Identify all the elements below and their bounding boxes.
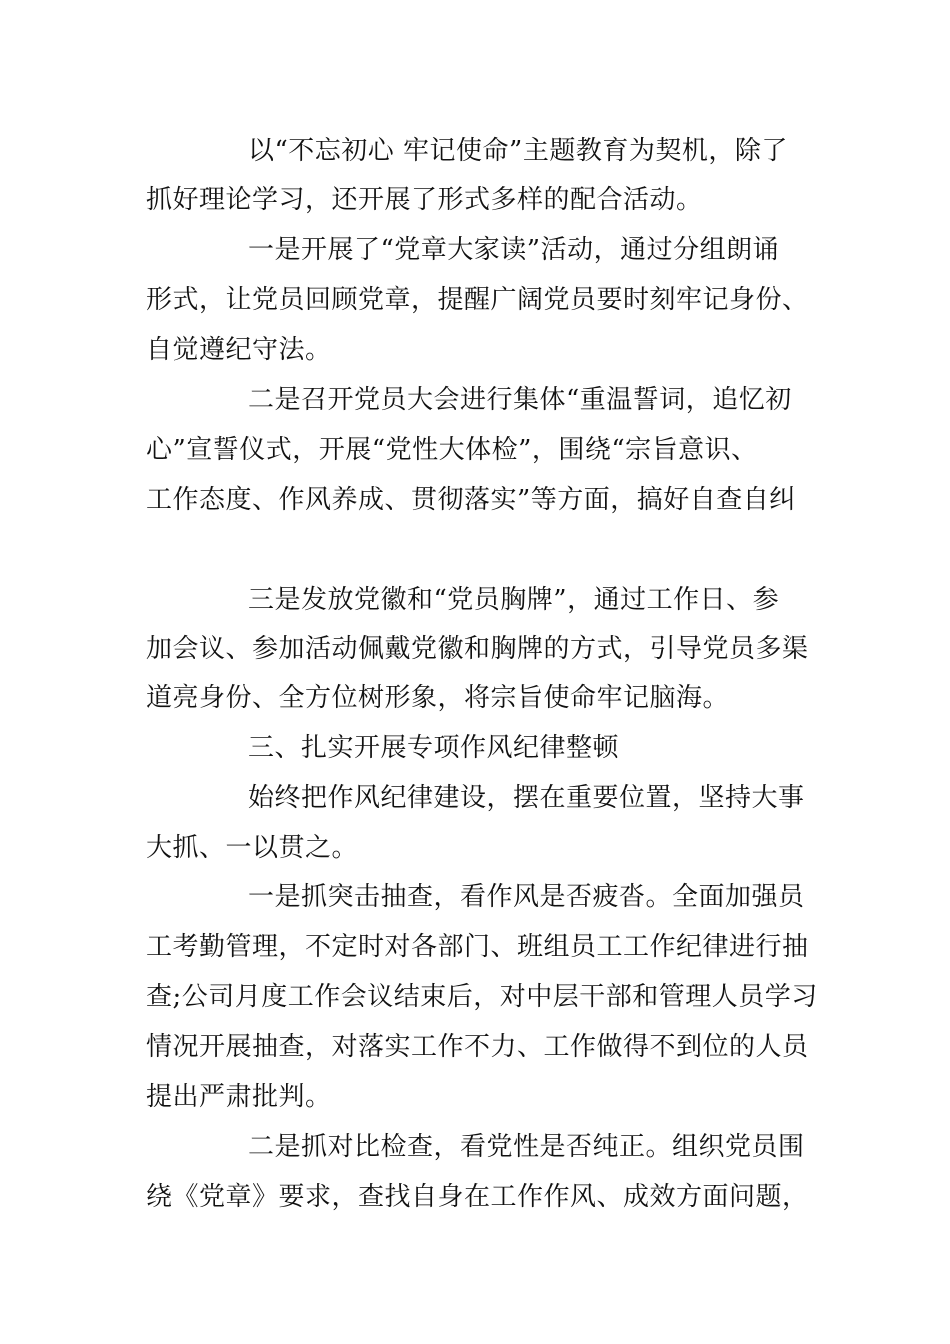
text-line: 始终把作风纪律建设，摆在重要位置，坚持大事 bbox=[248, 783, 805, 813]
text-line: 加会议、参加活动佩戴党徽和胸牌的方式，引导党员多渠 bbox=[146, 634, 809, 664]
text-line: 二是抓对比检查，看党性是否纯正。组织党员围 bbox=[248, 1132, 805, 1162]
text-line: 工考勤管理，不定时对各部门、班组员工工作纪律进行抽 bbox=[146, 932, 809, 962]
text-line: 抓好理论学习，还开展了形式多样的配合活动。 bbox=[146, 185, 703, 215]
text-line: 工作态度、作风养成、贯彻落实”等方面，搞好自查自纠 bbox=[146, 485, 796, 515]
text-line: 一是开展了“党章大家读”活动，通过分组朗诵 bbox=[248, 235, 780, 265]
text-line: 大抓、一以贯之。 bbox=[146, 833, 359, 863]
section-heading: 三、扎实开展专项作风纪律整顿 bbox=[248, 733, 620, 763]
text-line: 道亮身份、全方位树形象，将宗旨使命牢记脑海。 bbox=[146, 683, 730, 713]
text-line: 绕《党章》要求，查找自身在工作作风、成效方面问题， bbox=[146, 1182, 809, 1212]
text-line: 提出严肃批判。 bbox=[146, 1082, 332, 1112]
text-line: 二是召开党员大会进行集体“重温誓词，追忆初 bbox=[248, 385, 792, 415]
text-line: 心”宣誓仪式，开展“党性大体检”，围绕“宗旨意识、 bbox=[146, 435, 758, 465]
text-line: 以“不忘初心 牢记使命”主题教育为契机，除了 bbox=[248, 136, 788, 166]
text-line: 自觉遵纪守法。 bbox=[146, 335, 332, 365]
text-line: 查;公司月度工作会议结束后，对中层干部和管理人员学习 bbox=[146, 982, 818, 1012]
text-line: 三是发放党徽和“党员胸牌”，通过工作日、参 bbox=[248, 585, 780, 615]
text-line: 一是抓突击抽查，看作风是否疲沓。全面加强员 bbox=[248, 882, 805, 912]
text-line: 情况开展抽查，对落实工作不力、工作做得不到位的人员 bbox=[146, 1032, 809, 1062]
text-line: 形式，让党员回顾党章，提醒广阔党员要时刻牢记身份、 bbox=[146, 285, 809, 315]
